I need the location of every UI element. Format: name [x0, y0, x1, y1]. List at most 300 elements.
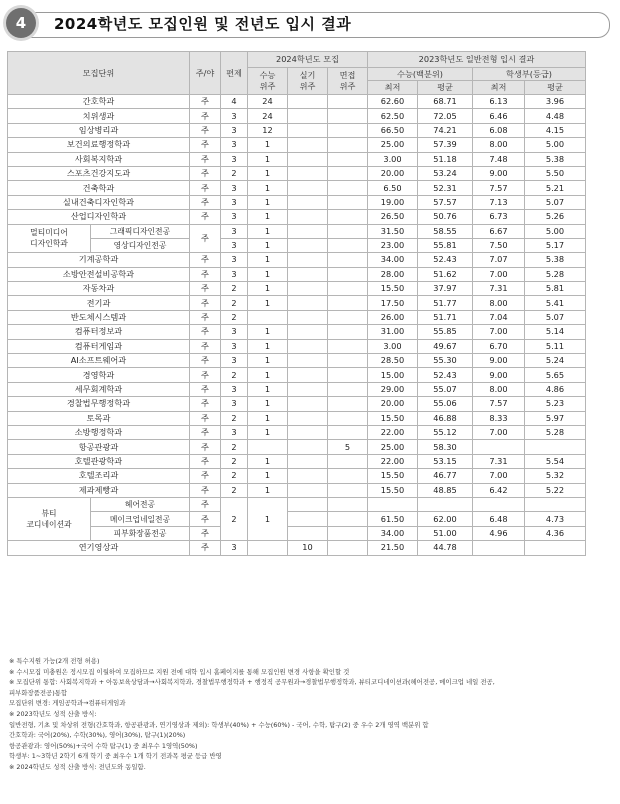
unit-name: 경영학과	[8, 368, 190, 382]
table-cell: 5.32	[525, 469, 586, 483]
table-cell	[288, 339, 328, 353]
unit-name: 사회복지학과	[8, 152, 190, 166]
col-unit: 모집단위	[8, 52, 190, 95]
table-cell: 57.39	[418, 138, 473, 152]
table-cell	[328, 238, 368, 252]
table-cell: 3	[221, 267, 248, 281]
table-row	[8, 224, 586, 238]
table-row	[8, 339, 586, 353]
table-cell	[328, 512, 368, 526]
table-cell: 6.08	[473, 123, 525, 137]
table-cell: 주	[190, 526, 221, 540]
table-cell	[248, 310, 288, 324]
table-cell: 2	[221, 282, 248, 296]
table-cell	[288, 325, 328, 339]
table-cell: 주	[190, 325, 221, 339]
table-cell: 53.24	[418, 166, 473, 180]
unit-name: 반도체시스템과	[8, 310, 190, 324]
table-cell	[328, 454, 368, 468]
table-cell: 3	[221, 138, 248, 152]
unit-name: AI소프트웨어과	[8, 354, 190, 368]
table-row	[8, 166, 586, 180]
table-cell: 3	[221, 339, 248, 353]
unit-name: 토목과	[8, 411, 190, 425]
footnote-line: 항공관광과: 영어(50%)+국어 수학 탐구(1) 중 최우수 1영역(50%)	[9, 741, 198, 750]
table-cell: 20.00	[368, 166, 418, 180]
sub-unit-name: 헤어전공	[91, 498, 190, 512]
table-cell: 주	[190, 282, 221, 296]
table-cell: 51.77	[418, 296, 473, 310]
table-cell: 3	[221, 210, 248, 224]
table-row	[8, 397, 586, 411]
table-cell	[473, 440, 525, 454]
table-cell: 7.00	[473, 267, 525, 281]
table-cell: 2	[221, 368, 248, 382]
table-cell: 4.86	[525, 382, 586, 396]
table-cell: 2	[221, 469, 248, 483]
table-row	[8, 310, 586, 324]
table-cell	[328, 382, 368, 396]
table-cell: 3.00	[368, 152, 418, 166]
table-cell: 1	[248, 497, 288, 540]
table-cell: 1	[248, 152, 288, 166]
table-cell: 26.50	[368, 210, 418, 224]
table-cell	[288, 454, 328, 468]
table-cell: 22.00	[368, 454, 418, 468]
table-cell: 34.00	[368, 526, 418, 540]
table-cell: 15.50	[368, 411, 418, 425]
table-row	[8, 425, 586, 439]
table-cell: 5.41	[525, 296, 586, 310]
table-cell: 15.00	[368, 368, 418, 382]
table-cell: 주	[190, 497, 221, 511]
table-cell	[328, 152, 368, 166]
sub-unit-name: 피부화장품전공	[113, 528, 167, 538]
table-cell: 66.50	[368, 123, 418, 137]
table-row	[8, 354, 586, 368]
table-cell	[328, 325, 368, 339]
col-day-night: 주/야	[190, 52, 221, 95]
col-group-2024: 2024학년도 모집	[248, 52, 368, 68]
table-cell: 5.11	[525, 339, 586, 353]
table-cell: 5.28	[525, 425, 586, 439]
table-cell	[288, 483, 328, 497]
table-cell: 29.00	[368, 382, 418, 396]
table-row	[8, 497, 586, 511]
sub-unit-name: 영상디자인전공	[113, 241, 167, 251]
table-cell: 5.07	[525, 310, 586, 324]
table-cell: 51.71	[418, 310, 473, 324]
table-cell	[288, 397, 328, 411]
table-cell: 5.00	[525, 224, 586, 238]
table-cell: 2	[221, 497, 248, 540]
table-cell: 2	[221, 440, 248, 454]
table-cell	[328, 253, 368, 267]
table-cell: 3	[221, 238, 248, 252]
unit-name: 치위생과	[8, 109, 190, 123]
table-cell	[525, 541, 586, 555]
table-cell	[288, 152, 328, 166]
table-cell: 74.21	[418, 123, 473, 137]
table-cell: 1	[248, 224, 288, 238]
table-cell: 51.00	[418, 526, 473, 540]
table-cell: 37.97	[418, 282, 473, 296]
table-cell: 52.43	[418, 368, 473, 382]
unit-name: 산업디자인학과	[8, 210, 190, 224]
table-cell: 25.00	[368, 138, 418, 152]
table-cell	[288, 123, 328, 137]
table-cell: 4.36	[525, 526, 586, 540]
table-cell: 21.50	[368, 541, 418, 555]
table-cell: 15.50	[368, 483, 418, 497]
table-cell	[288, 368, 328, 382]
table-cell: 6.13	[473, 95, 525, 109]
unit-split-table	[8, 225, 189, 253]
table-cell: 1	[248, 469, 288, 483]
table-row	[8, 483, 586, 497]
unit-name: 전기과	[8, 296, 190, 310]
table-cell: 주	[190, 152, 221, 166]
table-cell: 6.50	[368, 181, 418, 195]
table-cell: 5.81	[525, 282, 586, 296]
table-cell	[328, 368, 368, 382]
table-cell: 주	[190, 512, 221, 526]
table-cell: 15.50	[368, 469, 418, 483]
group-label-line: 코디네이션과	[26, 520, 72, 530]
unit-name: 보건의료행정학과	[8, 138, 190, 152]
table-cell	[473, 497, 525, 511]
table-cell	[328, 354, 368, 368]
table-cell	[288, 109, 328, 123]
table-cell	[525, 440, 586, 454]
unit-name: 호텔조리과	[8, 469, 190, 483]
table-cell	[328, 541, 368, 555]
table-cell: 48.85	[418, 483, 473, 497]
table-cell	[288, 95, 328, 109]
table-cell: 1	[248, 296, 288, 310]
table-cell	[328, 210, 368, 224]
table-row	[8, 469, 586, 483]
table-cell: 7.04	[473, 310, 525, 324]
table-cell: 55.30	[418, 354, 473, 368]
table-cell	[288, 411, 328, 425]
unit-name: 간호학과	[8, 95, 190, 109]
table-cell: 6.42	[473, 483, 525, 497]
table-cell	[328, 483, 368, 497]
table-cell: 24	[248, 109, 288, 123]
table-cell: 7.00	[473, 425, 525, 439]
table-row	[8, 210, 586, 224]
footnote-line: 학생부: 1~3학년 2학기 6개 학기 중 최우수 1개 학기 전과목 평균 등급 반영	[9, 752, 222, 761]
table-cell: 55.12	[418, 425, 473, 439]
table-cell	[288, 253, 328, 267]
section-header	[6, 8, 610, 38]
table-cell	[328, 109, 368, 123]
table-cell: 1	[248, 354, 288, 368]
group-label-multimedia	[8, 225, 91, 253]
table-cell: 1	[248, 267, 288, 281]
table-cell: 1	[248, 411, 288, 425]
table-cell: 3	[221, 354, 248, 368]
table-cell: 1	[248, 195, 288, 209]
table-cell: 1	[248, 454, 288, 468]
table-cell: 5.23	[525, 397, 586, 411]
table-cell	[288, 224, 328, 238]
table-cell: 3	[221, 195, 248, 209]
col-group-2023: 2023학년도 일반전형 입시 결과	[368, 52, 586, 68]
table-cell	[328, 166, 368, 180]
table-cell	[328, 267, 368, 281]
table-cell: 8.00	[473, 296, 525, 310]
table-row	[8, 253, 586, 267]
table-cell: 9.00	[473, 166, 525, 180]
table-cell: 26.00	[368, 310, 418, 324]
table-cell: 7.57	[473, 397, 525, 411]
table-cell: 31.50	[368, 224, 418, 238]
table-cell	[288, 282, 328, 296]
table-cell: 주	[190, 310, 221, 324]
table-cell: 55.85	[418, 325, 473, 339]
table-cell: 주	[190, 425, 221, 439]
table-cell	[328, 397, 368, 411]
unit-name: 컴퓨터게임과	[8, 339, 190, 353]
table-cell: 5.22	[525, 483, 586, 497]
table-cell: 7.48	[473, 152, 525, 166]
footnote-line: ※ 2024학년도 성적 산출 방식: 전년도와 동일함.	[9, 762, 146, 771]
table-cell: 주	[190, 95, 221, 109]
unit-split-table	[8, 498, 189, 540]
table-cell: 10	[288, 541, 328, 555]
table-cell: 5.65	[525, 368, 586, 382]
table-cell: 55.07	[418, 382, 473, 396]
table-row	[8, 325, 586, 339]
unit-name: 소방안전설비공학과	[8, 267, 190, 281]
table-cell: 52.43	[418, 253, 473, 267]
table-cell	[328, 195, 368, 209]
table-cell	[288, 296, 328, 310]
admission-table	[7, 51, 586, 556]
table-cell	[288, 440, 328, 454]
unit-name: 실내건축디자인학과	[8, 195, 190, 209]
col-suneung-percentile: 수능(백분위)	[368, 68, 473, 81]
table-cell	[288, 310, 328, 324]
unit-split-cell	[8, 224, 190, 253]
table-row	[8, 498, 189, 512]
table-cell: 7.13	[473, 195, 525, 209]
table-cell: 1	[248, 138, 288, 152]
table-cell: 25.00	[368, 440, 418, 454]
table-cell: 3	[221, 397, 248, 411]
footnotes	[9, 656, 615, 773]
table-cell: 5.21	[525, 181, 586, 195]
col-silgi-wiju: 실기위주	[288, 68, 328, 95]
table-cell: 3	[221, 152, 248, 166]
table-cell: 주	[190, 253, 221, 267]
page-title: 2024학년도 모집인원 및 전년도 입시 결과	[54, 15, 352, 33]
table-cell: 5.26	[525, 210, 586, 224]
table-cell	[248, 541, 288, 555]
col-min: 최저	[368, 81, 418, 95]
col-suneung-wiju: 수능위주	[248, 68, 288, 95]
unit-name: 임상병리과	[8, 123, 190, 137]
table-cell	[288, 382, 328, 396]
table-cell: 6.73	[473, 210, 525, 224]
table-cell: 7.57	[473, 181, 525, 195]
table-cell: 주	[190, 224, 221, 253]
table-row	[8, 382, 586, 396]
group-label-line: 멀티미디어	[30, 228, 68, 238]
table-cell: 5.54	[525, 454, 586, 468]
unit-name: 항공관광과	[8, 440, 190, 454]
table-cell: 주	[190, 210, 221, 224]
table-cell: 52.31	[418, 181, 473, 195]
col-quota: 편제	[221, 52, 248, 95]
table-cell: 68.71	[418, 95, 473, 109]
col-avg: 평균	[525, 81, 586, 95]
table-header	[8, 52, 586, 95]
table-cell: 1	[248, 483, 288, 497]
table-cell: 주	[190, 267, 221, 281]
table-cell: 2	[221, 310, 248, 324]
table-cell: 1	[248, 339, 288, 353]
footnote-line: 피부화장품전공)통합	[9, 688, 68, 697]
table-cell: 3	[221, 224, 248, 238]
table-cell: 4.96	[473, 526, 525, 540]
table-cell: 1	[248, 425, 288, 439]
table-cell: 주	[190, 123, 221, 137]
table-cell: 5.07	[525, 195, 586, 209]
table-cell: 1	[248, 382, 288, 396]
table-row	[8, 195, 586, 209]
table-cell: 5.28	[525, 267, 586, 281]
table-cell: 3	[221, 253, 248, 267]
table-cell	[288, 195, 328, 209]
unit-name: 호텔관광학과	[8, 454, 190, 468]
table-row	[8, 267, 586, 281]
table-cell: 49.67	[418, 339, 473, 353]
unit-name: 스포츠건강지도과	[8, 166, 190, 180]
unit-name: 연기영상과	[8, 541, 190, 555]
table-cell	[288, 267, 328, 281]
table-cell: 3	[221, 123, 248, 137]
table-row	[8, 225, 189, 239]
table-cell: 1	[248, 397, 288, 411]
table-row	[8, 368, 586, 382]
unit-name: 컴퓨터정보과	[8, 325, 190, 339]
table-cell: 3	[221, 109, 248, 123]
unit-name: 세무회계학과	[8, 382, 190, 396]
table-cell: 주	[190, 440, 221, 454]
table-body	[8, 95, 586, 556]
table-cell: 7.00	[473, 469, 525, 483]
table-cell: 28.00	[368, 267, 418, 281]
table-cell	[368, 497, 418, 511]
table-row	[8, 440, 586, 454]
table-row	[8, 541, 586, 555]
unit-name: 자동차과	[8, 282, 190, 296]
section-number-badge: 4	[6, 8, 36, 38]
table-row	[8, 123, 586, 137]
table-cell: 5.38	[525, 253, 586, 267]
table-cell: 주	[190, 483, 221, 497]
table-cell: 3	[221, 541, 248, 555]
table-cell: 3	[221, 325, 248, 339]
table-cell	[288, 512, 328, 526]
table-cell: 12	[248, 123, 288, 137]
table-cell: 주	[190, 181, 221, 195]
table-cell: 1	[248, 238, 288, 252]
table-cell: 3	[221, 382, 248, 396]
table-row	[8, 282, 586, 296]
table-cell: 주	[190, 109, 221, 123]
table-cell	[288, 138, 328, 152]
table-cell	[328, 224, 368, 238]
table-cell	[328, 526, 368, 540]
sub-unit-name: 메이크업네일전공	[91, 512, 190, 526]
table-cell: 5.00	[525, 138, 586, 152]
table-cell: 1	[248, 166, 288, 180]
table-cell	[288, 238, 328, 252]
table-cell: 1	[248, 253, 288, 267]
table-cell: 44.78	[418, 541, 473, 555]
table-cell: 9.00	[473, 354, 525, 368]
col-myeonjeop-wiju: 면접위주	[328, 68, 368, 95]
table-cell: 주	[190, 166, 221, 180]
table-cell: 2	[221, 411, 248, 425]
table-cell: 2	[221, 296, 248, 310]
unit-split-cell	[8, 497, 190, 540]
table-row	[8, 296, 586, 310]
table-cell: 62.00	[418, 512, 473, 526]
table-cell: 6.67	[473, 224, 525, 238]
table-row	[8, 95, 586, 109]
table-cell	[328, 310, 368, 324]
table-cell	[328, 497, 368, 511]
table-cell: 6.70	[473, 339, 525, 353]
table-cell	[288, 425, 328, 439]
table-cell: 주	[190, 397, 221, 411]
table-cell: 22.00	[368, 425, 418, 439]
table-cell: 주	[190, 454, 221, 468]
table-cell: 5.14	[525, 325, 586, 339]
table-cell: 주	[190, 411, 221, 425]
table-cell: 51.18	[418, 152, 473, 166]
table-cell: 5.50	[525, 166, 586, 180]
table-cell: 4.73	[525, 512, 586, 526]
table-row	[8, 138, 586, 152]
table-cell: 주	[190, 541, 221, 555]
table-cell: 4.48	[525, 109, 586, 123]
table-cell	[328, 411, 368, 425]
table-cell: 8.00	[473, 382, 525, 396]
unit-name: 기계공학과	[8, 253, 190, 267]
table-cell: 2	[221, 483, 248, 497]
table-cell: 4.15	[525, 123, 586, 137]
table-cell	[328, 138, 368, 152]
table-cell	[473, 541, 525, 555]
footnote-line: ※ 특수지원 가능(2개 전형 허용)	[9, 657, 100, 665]
table-cell: 5.17	[525, 238, 586, 252]
footnote-line: ※ 모집단위 통합: 사회복지학과 + 아동보육상담과→사회복지학과, 경찰법무행정학과 + 행정직 공무원과→경찰법무행정학과, 뷰티코디네이션과(헤어전공, 메이크업 네일 전공,	[9, 678, 495, 687]
table-cell: 20.00	[368, 397, 418, 411]
table-cell: 주	[190, 354, 221, 368]
table-cell: 1	[248, 282, 288, 296]
table-cell: 주	[190, 138, 221, 152]
table-cell: 17.50	[368, 296, 418, 310]
table-cell	[288, 354, 328, 368]
table-cell: 9.00	[473, 368, 525, 382]
col-avg: 평균	[418, 81, 473, 95]
